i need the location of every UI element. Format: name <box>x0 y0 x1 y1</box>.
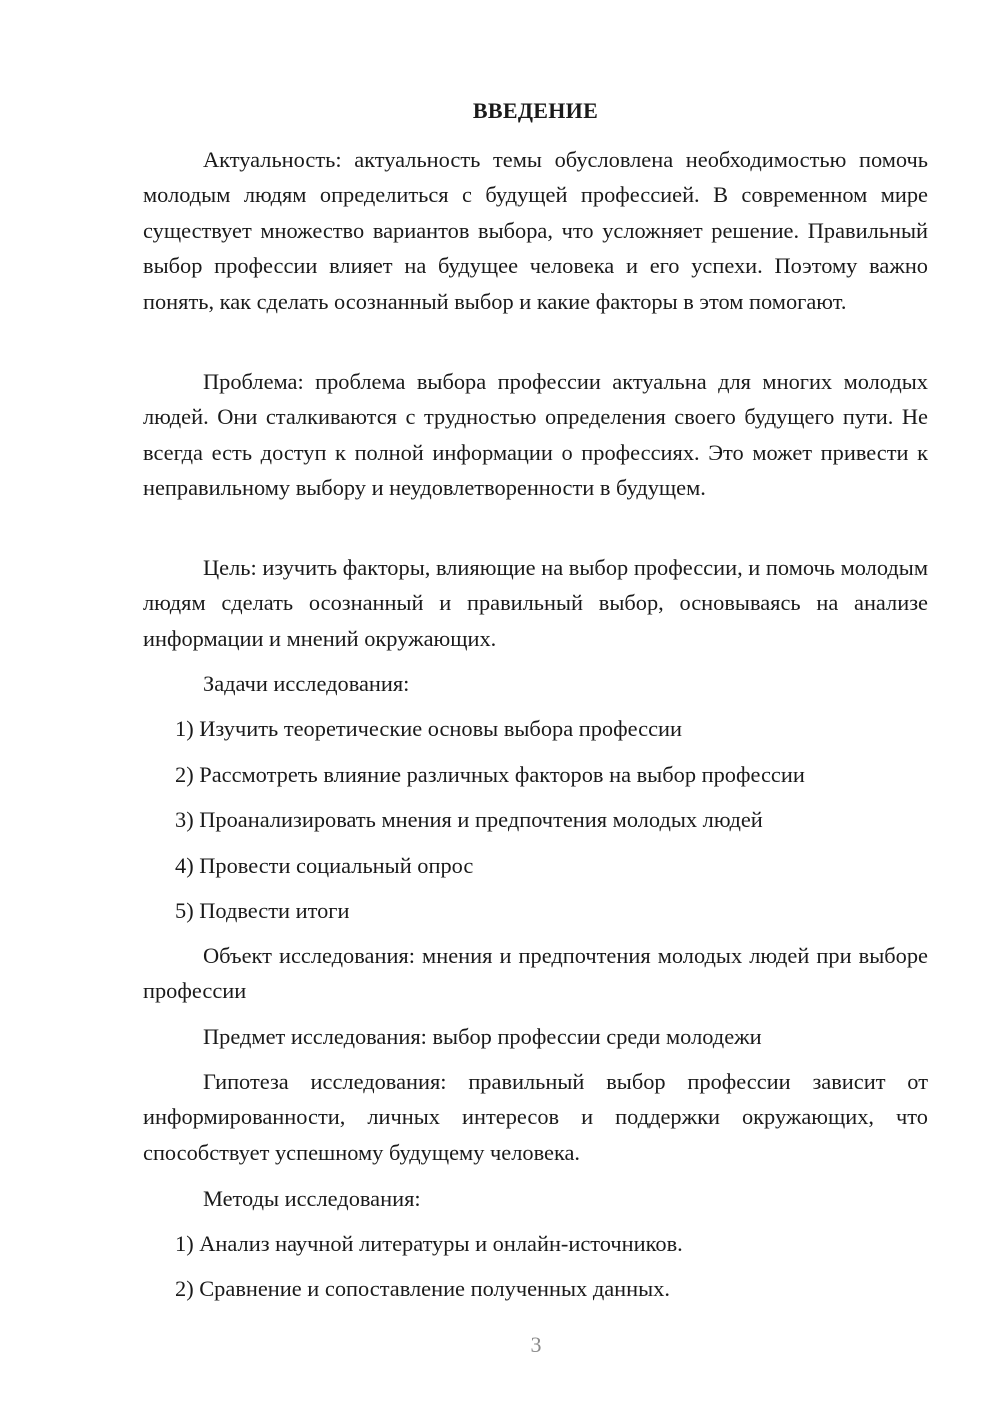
goal-paragraph: Цель: изучить факторы, влияющие на выбор профессии, и помочь молодым людям сделать осознанный и правильный выбор, основываясь на анализе информации и мнений окружающих. <box>143 555 928 651</box>
task-item: 5) Подвести итоги <box>175 898 350 923</box>
task-item: 4) Провести социальный опрос <box>175 853 474 878</box>
tasks-label: Задачи исследования: <box>203 671 410 696</box>
task-item: 2) Рассмотреть влияние различных факторов на выбор профессии <box>175 762 805 787</box>
task-item: 1) Изучить теоретические основы выбора профессии <box>175 716 682 741</box>
relevance-paragraph: Актуальность: актуальность темы обусловлена необходимостью помочь молодым людям определиться с будущей профессией. В современном мире существует множество вариантов выбора, что усложняет решение. Правильный выбор профессии влияет на будущее человека и его успехи. Поэтому важно понять, как сделать осознанный выбор и какие факторы в этом помогают. <box>143 147 928 314</box>
hypothesis-paragraph: Гипотеза исследования: правильный выбор профессии зависит от информированности, личных интересов и поддержки окружающих, что способствует успешному будущему человека. <box>143 1069 928 1165</box>
subject-paragraph: Предмет исследования: выбор профессии среди молодежи <box>203 1024 762 1049</box>
method-item: 2) Сравнение и сопоставление полученных данных. <box>175 1276 670 1301</box>
page-number: 3 <box>530 1332 542 1357</box>
method-item: 1) Анализ научной литературы и онлайн-источников. <box>175 1231 683 1256</box>
methods-label: Методы исследования: <box>203 1186 421 1211</box>
problem-paragraph: Проблема: проблема выбора профессии актуальна для многих молодых людей. Они сталкиваются с трудностью определения своего будущего пути. Не всегда есть доступ к полной информации о профессиях. Это может привести к неправильному выбору и неудовлетворенности в будущем. <box>143 369 928 501</box>
task-item: 3) Проанализировать мнения и предпочтения молодых людей <box>175 807 763 832</box>
object-paragraph: Объект исследования: мнения и предпочтения молодых людей при выборе профессии <box>143 943 928 1004</box>
page-title: ВВЕДЕНИЕ <box>472 98 599 123</box>
